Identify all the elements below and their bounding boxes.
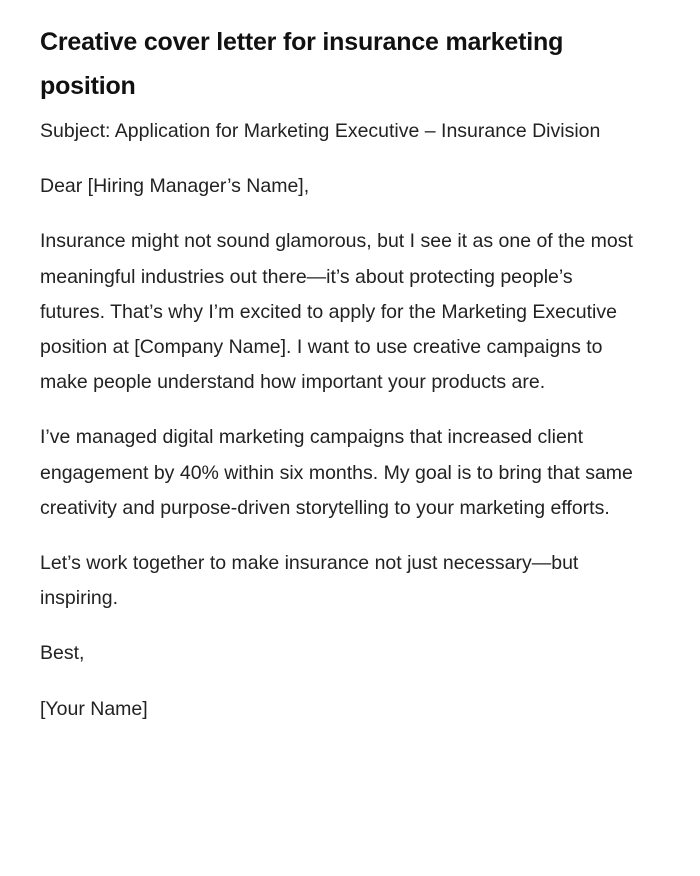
closing-line: Best,: [40, 642, 85, 665]
body-paragraph-experience: I’ve managed digital marketing campaigns that increased client engagement by 40% within six months. My goal is to bring that same creativity and purpose-driven storytelling to your marketing efforts.: [40, 426, 633, 519]
signature: [Your Name]: [40, 697, 148, 720]
cover-letter-document: [40, 0, 640, 727]
subject-line: Subject: Application for Marketing Executive – Insurance Division: [40, 120, 601, 142]
salutation: Dear [Hiring Manager’s Name],: [40, 175, 310, 198]
body-paragraph-closing: Let’s work together to make insurance not just necessary—but inspiring.: [40, 552, 579, 610]
document-title: Creative cover letter for insurance marketing position: [40, 28, 564, 100]
body-paragraph-intro: Insurance might not sound glamorous, but I see it as one of the most meaningful industries out there—it’s about protecting people’s futures. That’s why I’m excited to apply for the Marketing Executive position at [Company Name]. I want to use creative campaigns to make people understand how important your products are.: [40, 230, 633, 394]
